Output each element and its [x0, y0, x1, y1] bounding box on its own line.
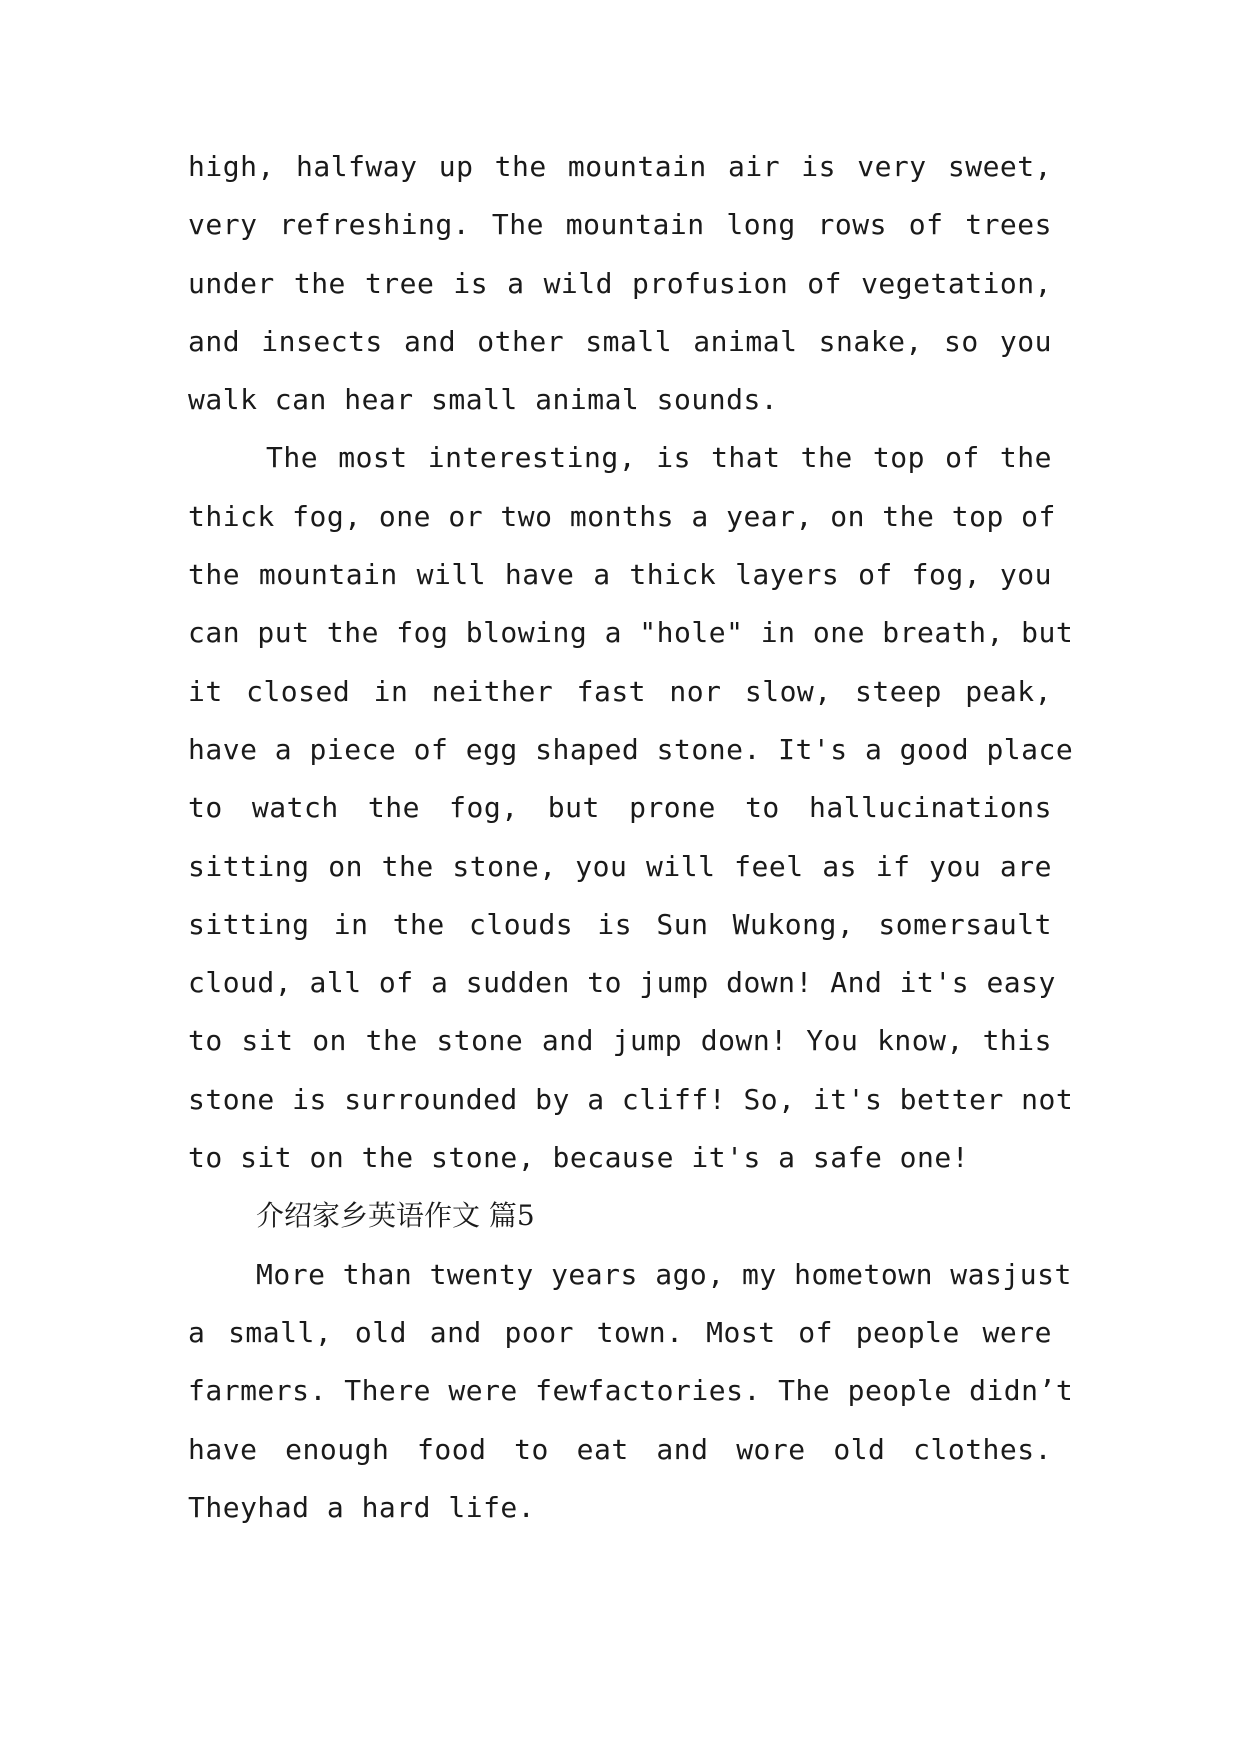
- paragraph-line: a small, old and poor town. Most of people were: [188, 1315, 1052, 1349]
- paragraph-line: The most interesting, is that the top of the: [266, 441, 1052, 475]
- paragraph-line: can put the fog blowing a "hole" in one breath, but: [188, 616, 1074, 650]
- paragraph-line: thick fog, one or two months a year, on the top of: [188, 499, 1056, 533]
- paragraph-line: have a piece of egg shaped stone. It's a good place: [188, 732, 1074, 766]
- paragraph-fog-stone: [188, 429, 1074, 1187]
- paragraph-line: to sit on the stone and jump down! You know, this: [188, 1024, 1052, 1058]
- section-heading: 介绍家乡英语作文 篇5: [256, 1199, 535, 1233]
- paragraph-line: the mountain will have a thick layers of fog, you: [188, 558, 1052, 592]
- paragraph-line: and insects and other small animal snake, so you: [188, 324, 1052, 358]
- paragraph-line: walk can hear small animal sounds.: [188, 383, 779, 417]
- paragraph-line: stone is surrounded by a cliff! So, it's better not: [188, 1082, 1074, 1116]
- document-body: [188, 138, 1074, 1537]
- paragraph-line: under the tree is a wild profusion of vegetation,: [188, 266, 1052, 300]
- paragraph-line: farmers. There were fewfactories. The people didn’t: [188, 1374, 1074, 1408]
- paragraph-line: cloud, all of a sudden to jump down! And it's easy: [188, 966, 1056, 1000]
- paragraph-line: Theyhad a hard life.: [188, 1490, 536, 1524]
- paragraph-line: More than twenty years ago, my hometown wasjust: [256, 1257, 1072, 1291]
- paragraph-hometown: [188, 1246, 1074, 1537]
- paragraph-line: have enough food to eat and wore old clothes.: [188, 1432, 1052, 1466]
- paragraph-line: sitting in the clouds is Sun Wukong, somersault: [188, 907, 1052, 941]
- paragraph-line: sitting on the stone, you will feel as if you are: [188, 849, 1052, 883]
- paragraph-line: very refreshing. The mountain long rows of trees: [188, 208, 1052, 242]
- paragraph-line: to watch the fog, but prone to hallucinations: [188, 791, 1052, 825]
- paragraph-line: it closed in neither fast nor slow, steep peak,: [188, 674, 1052, 708]
- paragraph-line: high, halfway up the mountain air is very sweet,: [188, 150, 1052, 183]
- paragraph-line: to sit on the stone, because it's a safe one!: [188, 1141, 970, 1175]
- paragraph-mountain-air: [188, 138, 1052, 429]
